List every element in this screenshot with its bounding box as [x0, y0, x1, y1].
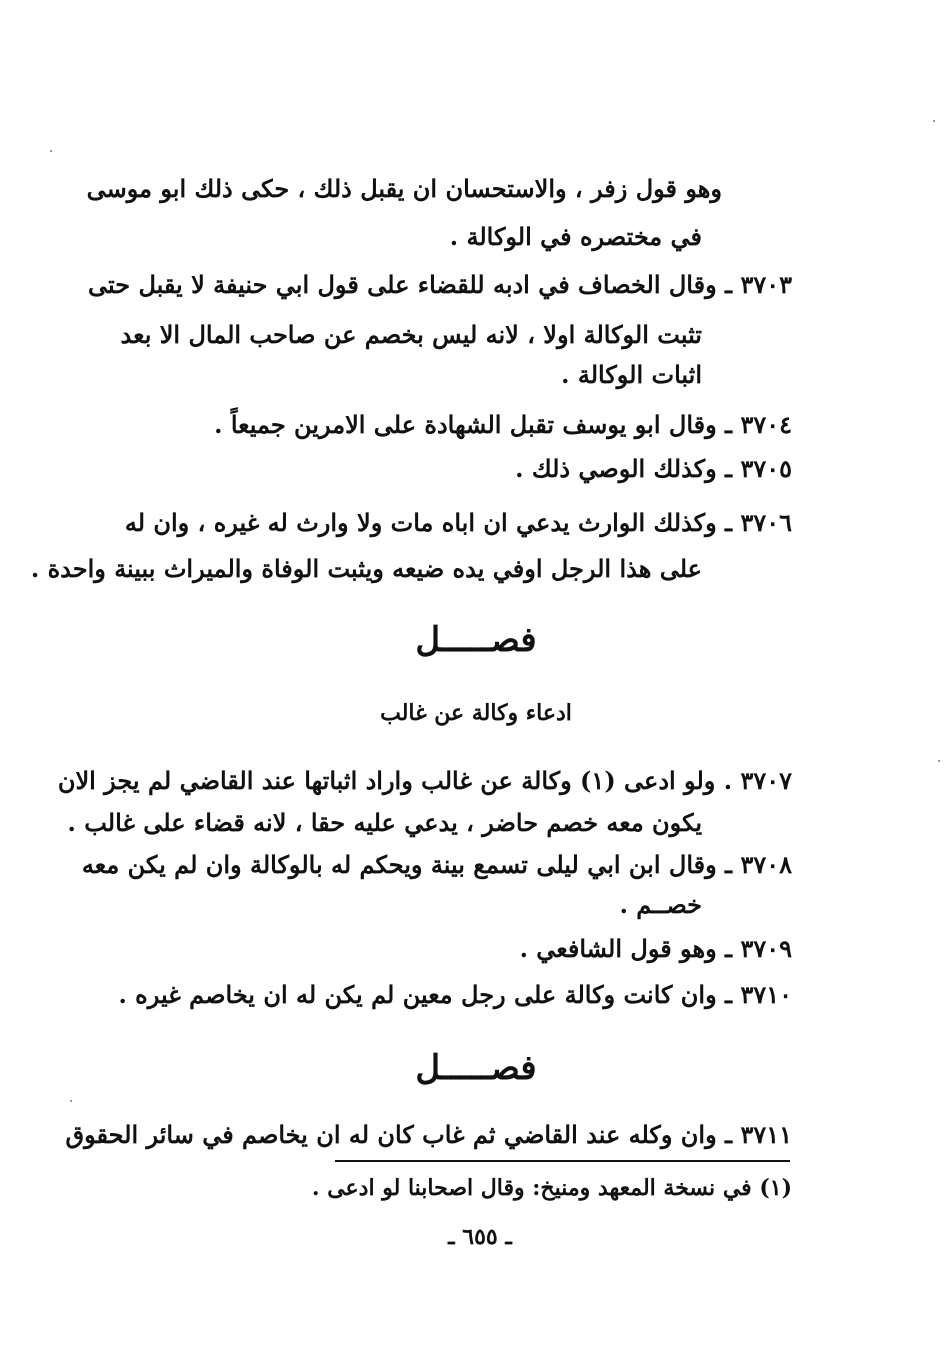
text-line: ٣٧١٠ ـ وان كانت وكالة على رجل معين لم يكن له ان يخاصم غيره .: [118, 980, 792, 1009]
scan-speck: [70, 1100, 72, 1102]
text-line: ٣٧٠٧ . ولو ادعى (١) وكالة عن غالب واراد اثباتها عند القاضي لم يجز الان: [57, 766, 792, 795]
text-line: ٣٧٠٣ ـ وقال الخصاف في ادبه للقضاء على قول ابي حنيفة لا يقبل حتى: [88, 270, 792, 299]
scan-speck: [50, 150, 52, 152]
text-line: ٣٧٠٥ ـ وكذلك الوصي ذلك .: [515, 454, 792, 483]
text-line: ٣٧٠٩ ـ وهو قول الشافعي .: [519, 934, 792, 963]
section-subheading: ادعاء وكالة عن غالب: [380, 700, 572, 726]
text-line: على هذا الرجل اوفي يده ضيعه ويثبت الوفاة والميراث ببينة واحدة .: [30, 554, 702, 583]
text-line: ٣٧٠٦ ـ وكذلك الوارث يدعي ان اباه مات ولا وارث له غيره ، وان له: [124, 508, 792, 537]
text-line: تثبت الوكالة اولا ، لانه ليس بخصم عن صاحب المال الا بعد: [120, 320, 702, 349]
page-number: ـ ٦٥٥ ـ: [448, 1224, 512, 1250]
text-line: ٣٧٠٨ ـ وقال ابن ابي ليلى تسمع بينة ويحكم له بالوكالة وان لم يكن معه: [81, 850, 792, 879]
scan-speck: [938, 760, 940, 762]
text-line: ٣٧٠٤ ـ وقال ابو يوسف تقبل الشهادة على الامرين جميعاً .: [214, 410, 792, 439]
text-line: يكون معه خصم حاضر ، يدعي عليه حقا ، لانه قضاء على غالب .: [67, 808, 702, 837]
section-heading: فصـــــل: [415, 1048, 537, 1088]
text-line: وهو قول زفر ، والاستحسان ان يقبل ذلك ، حكى ذلك ابو موسى: [86, 174, 722, 203]
footnote: (١) في نسخة المعهد ومنيخ: وقال اصحابنا لو ادعى .: [311, 1175, 792, 1201]
section-heading: فصـــــل: [415, 620, 537, 660]
text-line: في مختصره في الوكالة .: [449, 222, 702, 251]
text-line: خصــم .: [619, 890, 702, 919]
footnote-divider: [335, 1160, 790, 1162]
text-line: ٣٧١١ ـ وان وكله عند القاضي ثم غاب كان له ان يخاصم في سائر الحقوق: [65, 1120, 792, 1149]
text-line: اثبات الوكالة .: [561, 360, 702, 389]
scan-speck: [933, 120, 935, 122]
